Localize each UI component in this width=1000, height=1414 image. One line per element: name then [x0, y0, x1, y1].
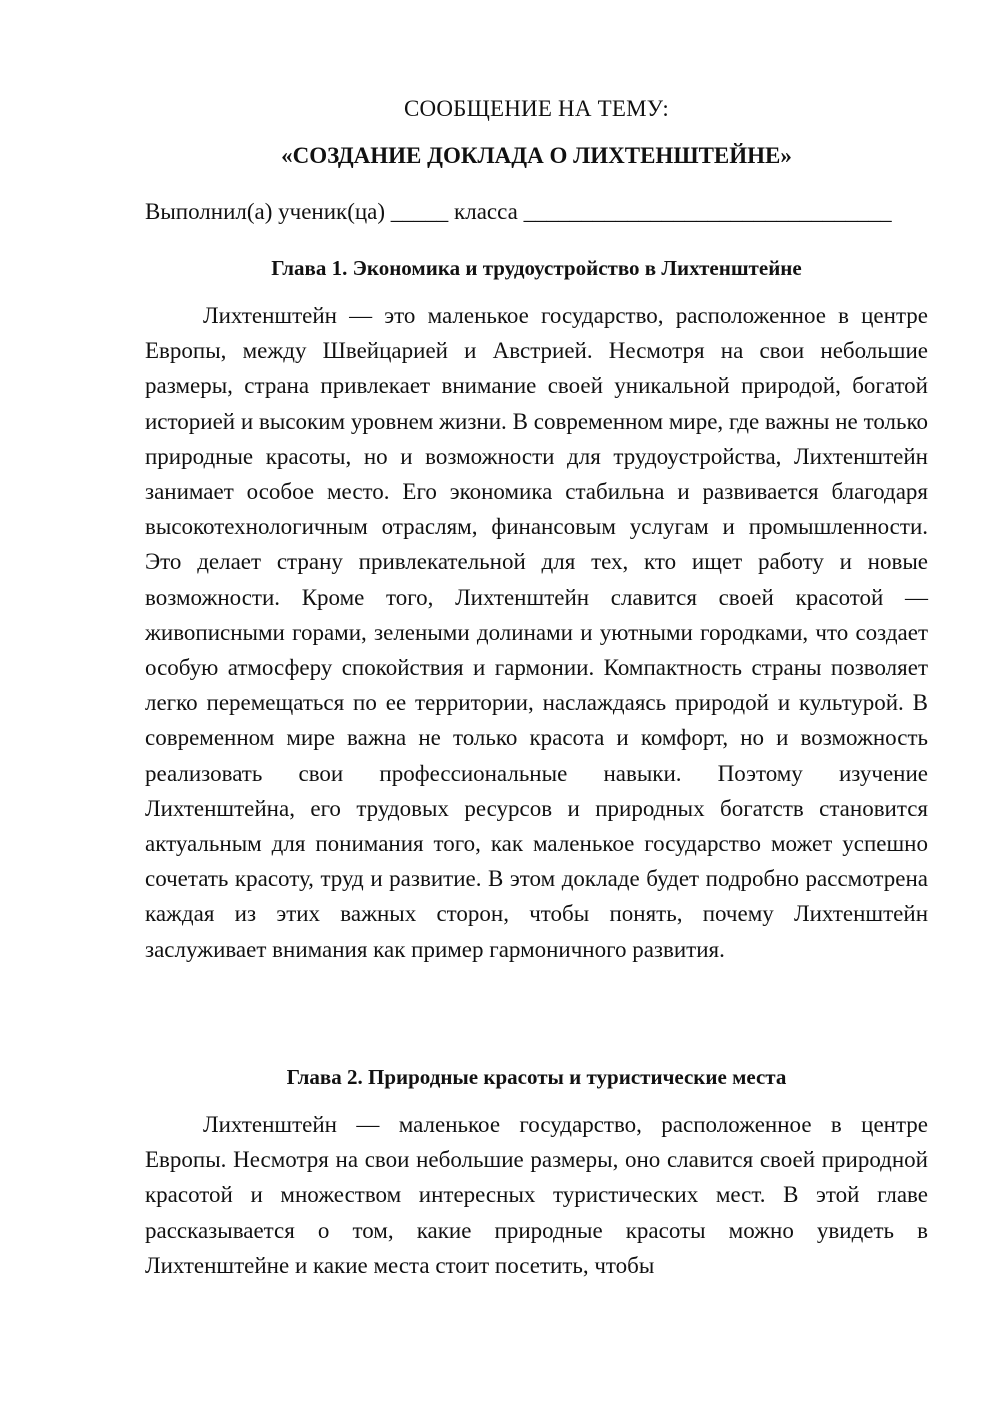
chapter-1-heading: Глава 1. Экономика и трудоустройство в Лихтенштейне — [271, 256, 802, 280]
chapter-1-paragraph: Лихтенштейн — это маленькое государство, расположенное в центре Европы, между Швейцарией и Австрией. Несмотря на свои небольшие размеры, страна привлекает внимание своей уникальной природой, богатой историей и высоким уровнем жизни. В современном мире, где важны не только природные красоты, но и возможности для трудоустройства, Лихтенштейн занимает особое место. Его экономика стабильна и развивается благодаря высокотехнологичным отраслям, финансовым услугам и промышленности. Это делает страну привлекательной для тех, кто ищет работу и новые возможности. Кроме того, Лихтенштейн славится своей красотой — живописными горами, зелеными долинами и уютными городками, что создает особую атмосферу спокойствия и гармонии. Компактность страны позволяет легко перемещаться по ее территории, наслаждаясь природой и культурой. В современном мире важна не только красота и комфорт, но и возможность реализовать свои профессиональные навыки. Поэтому изучение Лихтенштейна, его трудовых ресурсов и природных богатств становится актуальным для понимания того, как маленькое государство может успешно сочетать красоту, труд и развитие. В этом докладе будет подробно рассмотрена каждая из этих важных сторон, чтобы понять, почему Лихтенштейн заслуживает внимания как пример гармоничного развития. — [145, 303, 928, 962]
document-title-line-2: «СОЗДАНИЕ ДОКЛАДА О ЛИХТЕНШТЕЙНЕ» — [281, 143, 792, 168]
chapter-2-paragraph: Лихтенштейн — маленькое государство, расположенное в центре Европы. Несмотря на свои небольшие размеры, оно славится своей природной красотой и множеством интересных туристических мест. В этой главе рассказывается о том, какие природные красоты можно увидеть в Лихтенштейне и какие места стоит посетить, чтобы — [145, 1112, 928, 1278]
author-line: Выполнил(а) ученик(ца) _____ класса ________________________________ — [145, 199, 892, 224]
chapter-2-heading: Глава 2. Природные красоты и туристические места — [286, 1065, 787, 1089]
document-title-line-1: СООБЩЕНИЕ НА ТЕМУ: — [404, 96, 669, 121]
